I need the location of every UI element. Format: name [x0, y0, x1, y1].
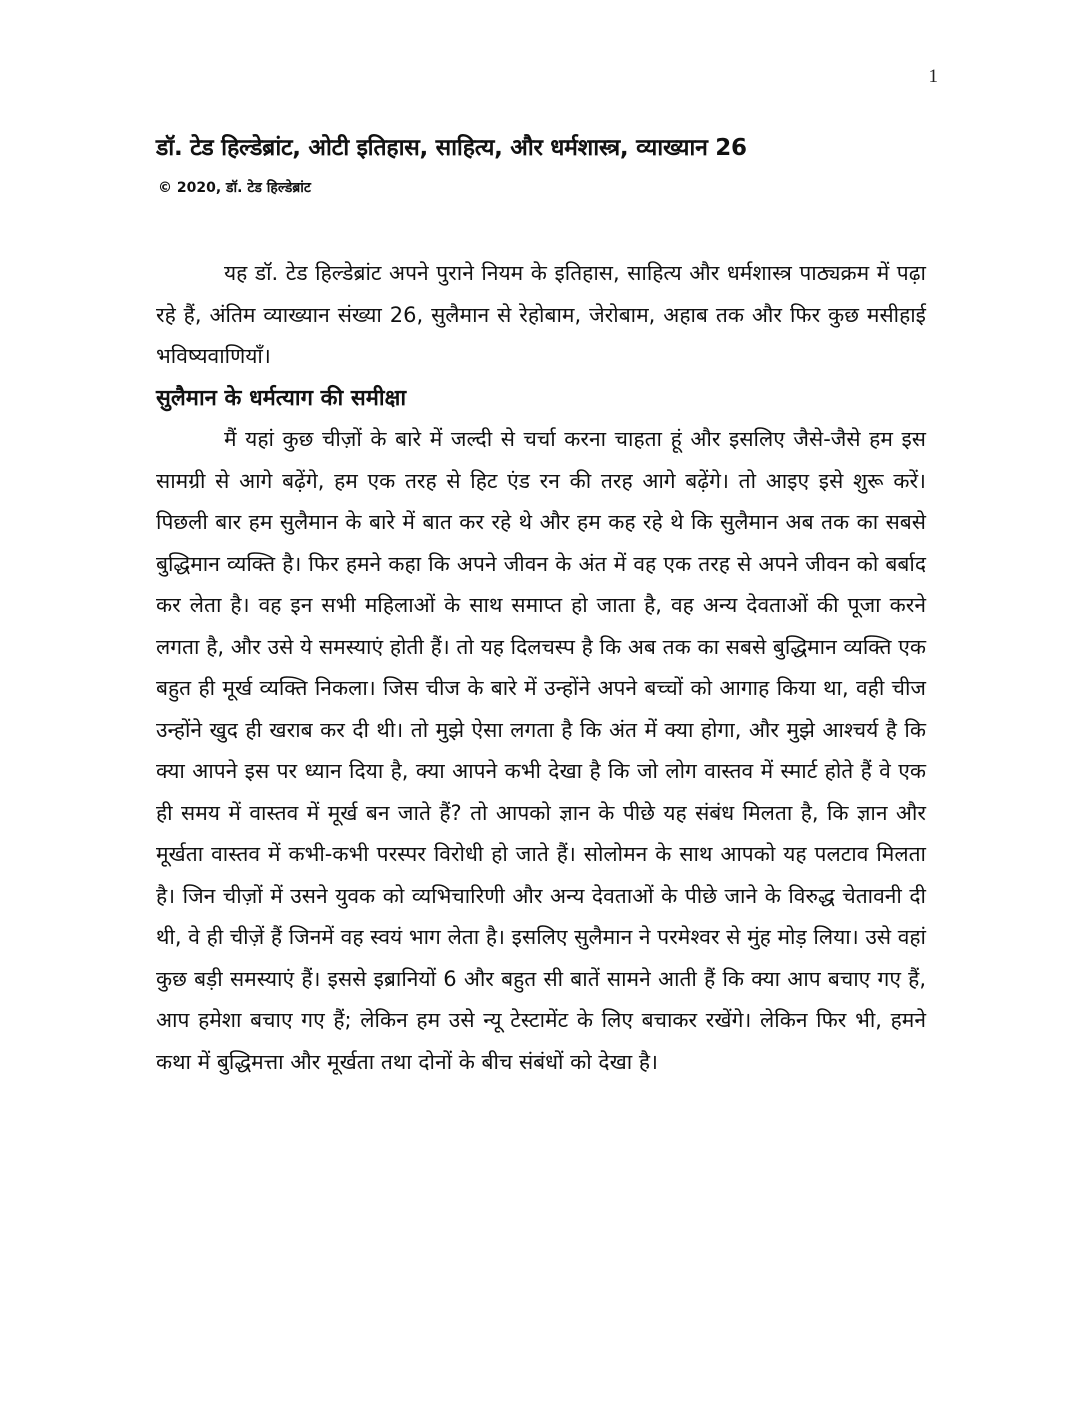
page-number: 1: [928, 66, 938, 87]
section-heading: सुलैमान के धर्मत्याग की समीक्षा: [156, 385, 407, 411]
document-body: [156, 253, 926, 1083]
document-title: डॉ. टेड हिल्डेब्रांट, ओटी इतिहास, साहित्य, और धर्मशास्त्र, व्याख्यान 26: [156, 135, 747, 161]
body-paragraph: मैं यहां कुछ चीज़ों के बारे में जल्दी से चर्चा करना चाहता हूं और इसलिए जैसे-जैसे हम इस सामग्री से आगे बढ़ेंगे, हम एक तरह से हिट एंड रन की तरह आगे बढ़ेंगे। तो आइए इसे शुरू करें। पिछली बार हम सुलैमान के बारे में बात कर रहे थे और हम कह रहे थे कि सुलैमान अब तक का सबसे बुद्धिमान व्यक्ति है। फिर हमने कहा कि अपने जीवन के अंत में वह एक तरह से अपने जीवन को बर्बाद कर लेता है। वह इन सभी महिलाओं के साथ समाप्त हो जाता है, वह अन्य देवताओं की पूजा करने लगता है, और उसे ये समस्याएं होती हैं। तो यह दिलचस्प है कि अब तक का सबसे बुद्धिमान व्यक्ति एक बहुत ही मूर्ख व्यक्ति निकला। जिस चीज के बारे में उन्होंने अपने बच्चों को आगाह किया था, वही चीज उन्होंने खुद ही खराब कर दी थी। तो मुझे ऐसा लगता है कि अंत में क्या होगा, और मुझे आश्चर्य है कि क्या आपने इस पर ध्यान दिया है, क्या आपने कभी देखा है कि जो लोग वास्तव में स्मार्ट होते हैं वे एक ही समय में वास्तव में मूर्ख बन जाते हैं? तो आपको ज्ञान के पीछे यह संबंध मिलता है, कि ज्ञान और मूर्खता वास्तव में कभी-कभी परस्पर विरोधी हो जाते हैं। सोलोमन के साथ आपको यह पलटाव मिलता है। जिन चीज़ों में उसने युवक को व्यभिचारिणी और अन्य देवताओं के पीछे जाने के विरुद्ध चेतावनी दी थी, वे ही चीज़ें हैं जिनमें वह स्वयं भाग लेता है। इसलिए सुलैमान ने परमेश्वर से मुंह मोड़ लिया। उसे वहां कुछ बड़ी समस्याएं हैं। इससे इब्रानियों 6 और बहुत सी बातें सामने आती हैं कि क्या आप बचाए गए हैं, आप हमेशा बचाए गए हैं; लेकिन हम उसे न्यू टेस्टामेंट के लिए बचाकर रखेंगे। लेकिन फिर भी, हमने कथा में बुद्धिमत्ता और मूर्खता तथा दोनों के बीच संबंधों को देखा है।: [156, 427, 926, 1074]
intro-paragraph: यह डॉ. टेड हिल्डेब्रांट अपने पुराने नियम के इतिहास, साहित्य और धर्मशास्त्र पाठ्यक्रम में पढ़ा रहे हैं, अंतिम व्याख्यान संख्या 26, सुलैमान से रेहोबाम, जेरोबाम, अहाब तक और फिर कुछ मसीहाई भविष्यवाणियाँ।: [156, 261, 926, 368]
copyright-line: © 2020, डॉ. टेड हिल्डेब्रांट: [158, 180, 311, 196]
